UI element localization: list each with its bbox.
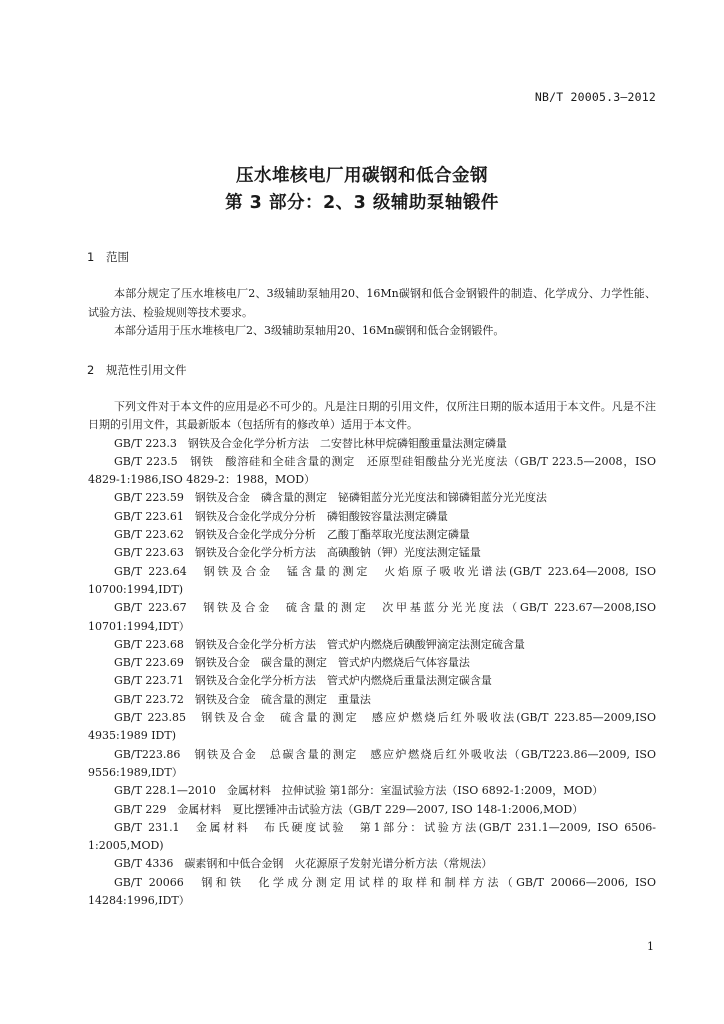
reference-item: GB/T 223.69 钢铁及合金 碳含量的测定 管式炉内燃烧后气体容量法	[114, 656, 470, 670]
section-title: 范围	[106, 250, 129, 264]
reference-item: GB/T 223.62 钢铁及合金化学成分分析 乙酸丁酯萃取光度法测定磷量	[114, 528, 470, 542]
scope-paragraph: 本部分规定了压水堆核电厂2、3级辅助泵轴用20、16Mn碳钢和低合金钢锻件的制造、化学成分、力学性能、试验方法、检验规则等技术要求。	[88, 287, 656, 319]
reference-item: GB/T 223.67 钢铁及合金 硫含量的测定 次甲基蓝分光光度法（GB/T 223.67—2008,ISO 10701:1994,IDT）	[88, 601, 656, 633]
section-body-references	[88, 398, 656, 910]
reference-item: GB/T223.86 钢铁及合金 总碳含量的测定 感应炉燃烧后红外吸收法（GB/T223.86—2009, ISO 9556:1989,IDT）	[88, 747, 656, 779]
reference-item: GB/T 4336 碳素钢和中低合金钢 火花源原子发射光谱分析方法（常规法）	[114, 857, 493, 871]
reference-item: GB/T 223.85 钢铁及合金 硫含量的测定 感应炉燃烧后红外吸收法(GB/T 223.85—2009,ISO 4935:1989 IDT)	[88, 711, 656, 743]
section-body-scope	[88, 285, 656, 341]
references-intro: 下列文件对于本文件的应用是必不可少的。凡是注日期的引用文件，仅所注日期的版本适用于本文件。凡是不注日期的引用文件，其最新版本（包括所有的修改单）适用于本文件。	[88, 400, 656, 432]
section-heading-normative-references	[87, 362, 187, 378]
reference-item: GB/T 231.1 金属材料 布氏硬度试验 第1部分：试验方法(GB/T 231.1—2009, ISO 6506-1:2005,MOD)	[88, 820, 656, 853]
reference-item: GB/T 228.1—2010 金属材料 拉伸试验 第1部分：室温试验方法（ISO 6892-1:2009，MOD）	[114, 784, 604, 798]
reference-item: GB/T 223.72 钢铁及合金 硫含量的测定 重量法	[114, 692, 371, 706]
document-title-line1: 压水堆核电厂用碳钢和低合金钢	[236, 166, 488, 186]
reference-item: GB/T 223.61 钢铁及合金化学成分分析 磷钼酸铵容量法测定磷量	[114, 509, 448, 523]
scope-paragraph: 本部分适用于压水堆核电厂2、3级辅助泵轴用20、16Mn碳钢和低合金钢锻件。	[114, 324, 505, 338]
section-heading-scope	[87, 249, 129, 265]
section-number: 2	[87, 363, 95, 377]
reference-item: GB/T 223.63 钢铁及合金化学分析方法 高碘酸钠（钾）光度法测定锰量	[114, 546, 481, 560]
standard-code: NB/T 20005.3—2012	[534, 90, 656, 104]
reference-item: GB/T 223.59 钢铁及合金 磷含量的测定 铋磷钼蓝分光光度法和锑磷钼蓝分光光度法	[114, 491, 547, 505]
document-title-line2: 第 3 部分：2、3 级辅助泵轴锻件	[225, 193, 499, 213]
page-number: 1	[647, 940, 654, 953]
reference-item: GB/T 20066 钢和铁 化学成分测定用试样的取样和制样方法（GB/T 20066—2006, ISO 14284:1996,IDT）	[88, 875, 656, 908]
reference-item: GB/T 223.71 钢铁及合金化学分析方法 管式炉内燃烧后重量法测定碳含量	[114, 674, 492, 688]
reference-item: GB/T 223.64 钢铁及合金 锰含量的测定 火焰原子吸收光谱法(GB/T 223.64—2008, ISO 10700:1994,IDT)	[88, 564, 656, 596]
section-title: 规范性引用文件	[106, 363, 187, 377]
section-number: 1	[87, 250, 95, 264]
reference-item: GB/T 223.5 钢铁 酸溶硅和全硅含量的测定 还原型硅钼酸盐分光光度法（GB/T 223.5—2008，ISO 4829-1:1986,ISO 4829-2：1988，MOD）	[88, 454, 656, 487]
reference-item: GB/T 229 金属材料 夏比摆锤冲击试验方法（GB/T 229—2007, ISO 148-1:2006,MOD）	[114, 802, 584, 816]
reference-item: GB/T 223.68 钢铁及合金化学分析方法 管式炉内燃烧后碘酸钾滴定法测定硫含量	[114, 637, 525, 651]
reference-item: GB/T 223.3 钢铁及合金化学分析方法 二安替比林甲烷磷钼酸重量法测定磷量	[114, 436, 507, 450]
